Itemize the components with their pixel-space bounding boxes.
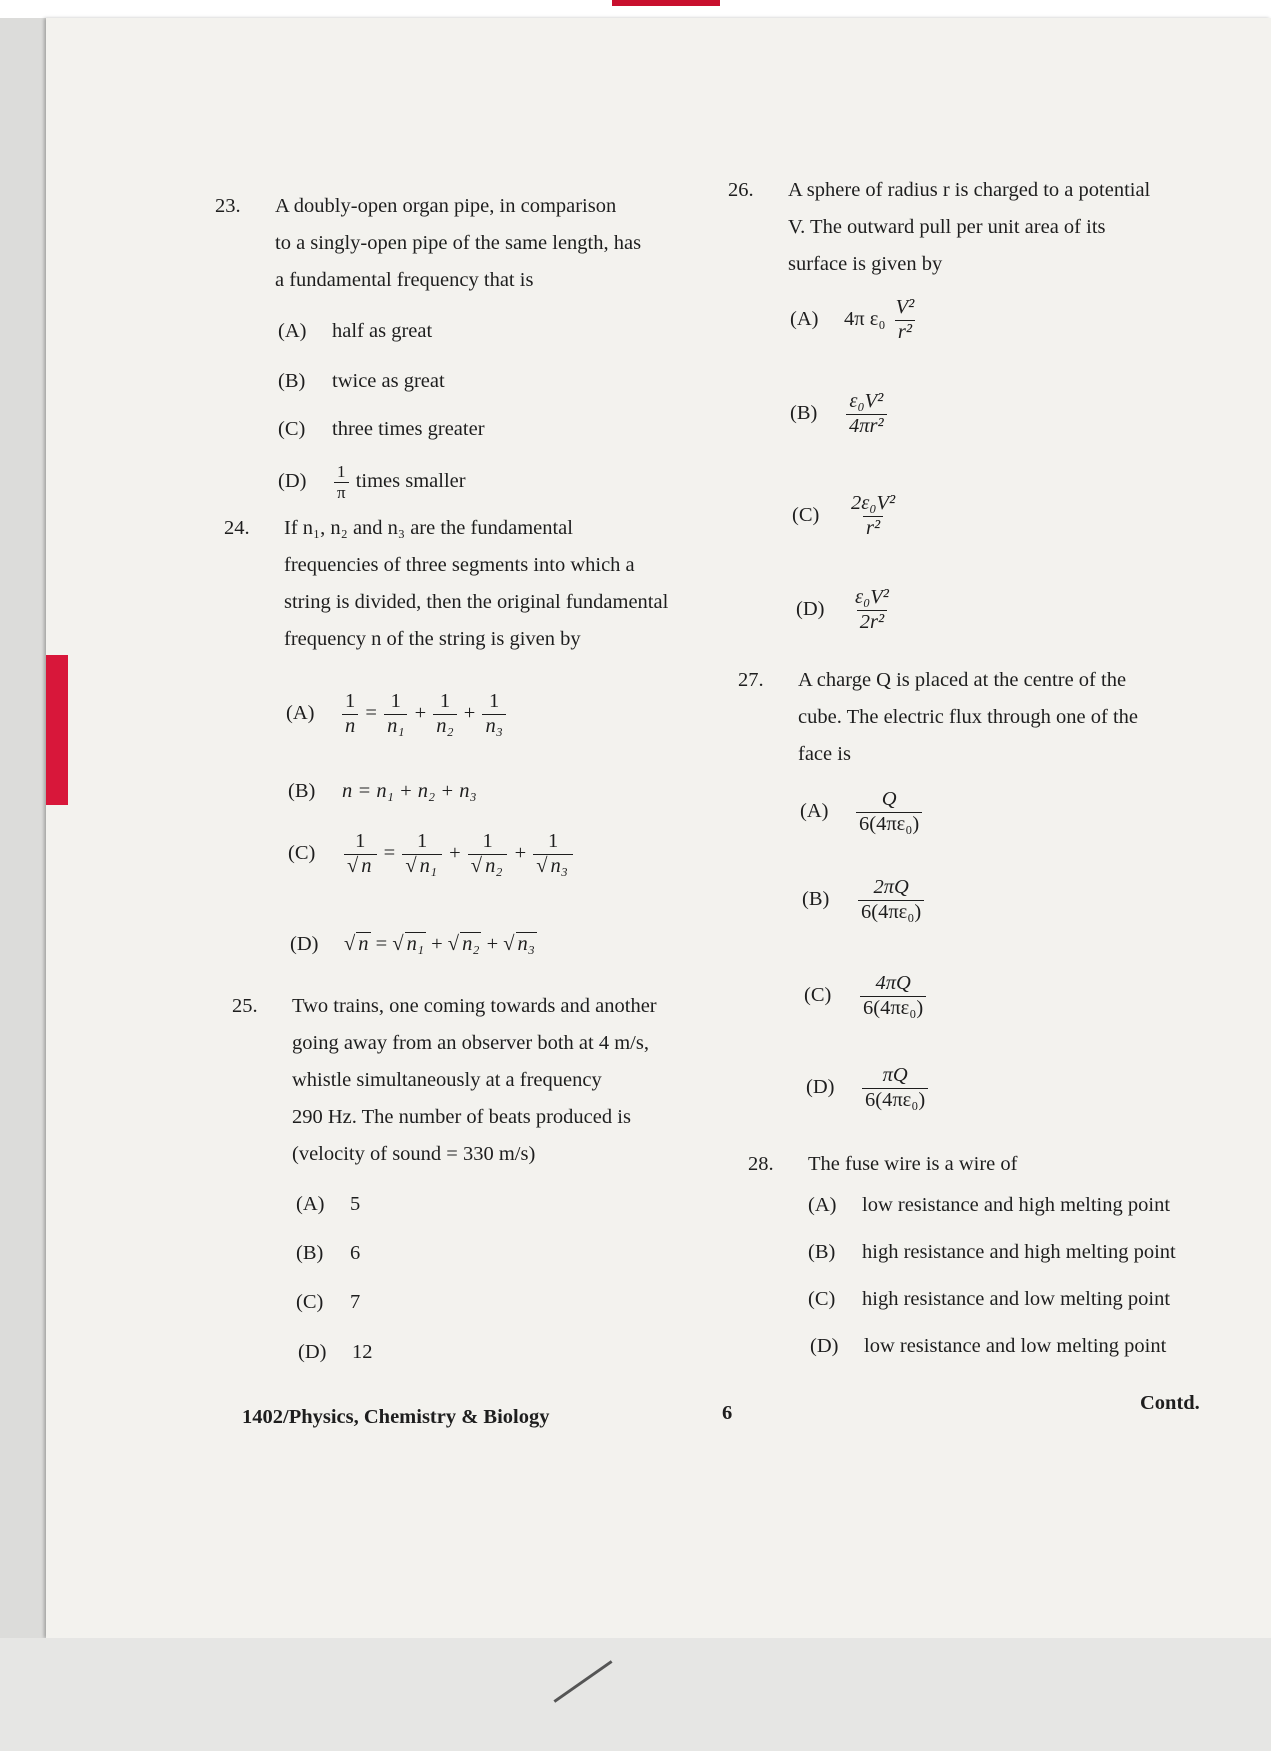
option-label: (A) xyxy=(800,799,829,822)
fraction: $\frac{Q}{\text{6(4πε₀)}}$ xyxy=(856,788,922,836)
option-label: (A) xyxy=(278,320,307,342)
option-label: (C) xyxy=(808,1288,836,1310)
option-label: (D) xyxy=(796,597,825,620)
q27-option-b[interactable] xyxy=(802,876,926,924)
option-label: (B) xyxy=(802,887,830,910)
option-label: (A) xyxy=(790,307,819,330)
question-text: A sphere of radius r is charged to a potential V. The outward pull per unit area of its surface is given by xyxy=(788,179,1151,275)
option-text: high resistance and high melting point xyxy=(862,1241,1176,1263)
option-text: 7 xyxy=(350,1291,361,1313)
q24-option-d[interactable]: (D) √ n = √ n₁ + √ n₂ + √ n₃ xyxy=(290,933,535,955)
q24-option-c[interactable]: (C) $\frac{1}{√ n}$ = $\frac{1}{\text{√ n₁}}$ + $\frac{1}{\text{√ n₂}}$ + $\frac{1}{\text{√ n₃}}$ xyxy=(288,830,575,878)
page-number: 6 xyxy=(722,1402,733,1424)
question-text: A doubly-open organ pipe, in comparison to a singly-open pipe of the same length, has a fundamental frequency that is xyxy=(275,195,642,291)
q24-option-b[interactable] xyxy=(288,780,477,803)
fraction: $\frac{\text{ε₀V²}}{\text{2r²}}$ xyxy=(855,586,889,633)
footer-subject: 1402/Physics, Chemistry & Biology xyxy=(242,1406,550,1428)
option-text: n = n₁ + n₂ + n₃ xyxy=(342,780,477,802)
fraction: $\frac{1}{n}$ xyxy=(342,690,358,738)
option-label: (C) xyxy=(288,841,316,864)
q25-option-a[interactable] xyxy=(296,1193,360,1216)
fraction: $\frac{\pi Q}{\text{6(4πε₀)}}$ xyxy=(862,1064,928,1112)
question-text: The fuse wire is a wire of xyxy=(808,1153,1018,1175)
option-label: (D) xyxy=(290,933,319,955)
fraction: $\frac{2\pi Q}{\text{6(4πε₀)}}$ xyxy=(858,876,924,924)
q26-option-a[interactable]: (A) 4π ε₀ $\frac{\text{V²}}{\text{r²}}$ xyxy=(790,296,919,344)
option-text: times smaller xyxy=(355,469,466,492)
q23-option-b[interactable] xyxy=(278,370,445,393)
option-label: (C) xyxy=(278,418,306,440)
q25-option-b[interactable] xyxy=(296,1242,360,1265)
q28-option-b[interactable] xyxy=(808,1241,1176,1264)
fraction: $\frac{\text{2ε₀V²}}{\text{r²}}$ xyxy=(851,492,896,539)
fraction: $\frac{1}{\text{√ n₁}}$ xyxy=(402,830,442,878)
option-text: half as great xyxy=(332,320,433,342)
question-number: 25. xyxy=(232,995,258,1017)
option-text: low resistance and low melting point xyxy=(864,1335,1167,1357)
option-label: (A) xyxy=(286,701,315,724)
option-text: three times greater xyxy=(332,418,485,440)
option-label: (C) xyxy=(804,983,832,1006)
option-text: 6 xyxy=(350,1242,361,1264)
question-text: Two trains, one coming towards and another going away from an observer both at 4 m/s, whistle simultaneously at a frequency 290 Hz. The number of beats produced is (velocity of sound = 330 m/s) xyxy=(292,995,657,1165)
option-label: (D) xyxy=(278,469,307,492)
option-label: (C) xyxy=(296,1291,324,1313)
q26-option-d[interactable] xyxy=(796,586,894,634)
q26-option-c[interactable] xyxy=(792,492,900,540)
q28-option-c[interactable] xyxy=(808,1288,1170,1311)
q25-option-d[interactable] xyxy=(298,1341,373,1364)
fraction: $\frac{\text{V²}}{\text{r²}}$ xyxy=(895,296,915,343)
option-label: (D) xyxy=(298,1341,327,1363)
q23-option-a[interactable] xyxy=(278,320,432,343)
option-label: (D) xyxy=(810,1335,839,1357)
q23-option-c[interactable] xyxy=(278,418,485,441)
option-label: (A) xyxy=(296,1193,325,1215)
option-label: (B) xyxy=(808,1241,836,1263)
scan-background xyxy=(0,1638,1271,1751)
option-text: twice as great xyxy=(332,370,445,392)
fraction: $\frac{1}{\pi}$ xyxy=(334,462,349,502)
fraction: $\frac{\text{ε₀V²}}{\text{4πr²}}$ xyxy=(846,390,887,438)
question-number: 27. xyxy=(738,669,764,691)
q27-option-d[interactable] xyxy=(806,1064,930,1112)
footer-contd: Contd. xyxy=(1140,1392,1200,1414)
option-text: 12 xyxy=(352,1341,373,1363)
q28-option-a[interactable] xyxy=(808,1194,1170,1217)
option-label: (B) xyxy=(296,1242,324,1264)
q25-option-c[interactable] xyxy=(296,1291,360,1314)
option-label: (C) xyxy=(792,503,820,526)
fraction: $\frac{1}{\text{n₂}}$ xyxy=(433,690,456,738)
option-label: (B) xyxy=(790,401,818,424)
question-text: If n₁, n₂ and n₃ are the fundamental frequencies of three segments into which a string is divided, then the original fundamental frequency n of the string is given by xyxy=(284,517,669,650)
fraction: $\frac{1}{\text{√ n₃}}$ xyxy=(533,830,573,878)
option-text: low resistance and high melting point xyxy=(862,1194,1171,1216)
question-text: A charge Q is placed at the centre of the cube. The electric flux through one of the face is xyxy=(798,669,1139,765)
q24-option-a[interactable]: (A) $\frac{1}{n}$ = $\frac{1}{\text{n₁}}$ + $\frac{1}{\text{n₂}}$ + $\frac{1}{\text{n₃}}$ xyxy=(286,690,508,738)
option-label: (A) xyxy=(808,1194,837,1216)
q26-option-b[interactable] xyxy=(790,390,889,438)
question-number: 28. xyxy=(748,1153,774,1175)
q27-option-a[interactable] xyxy=(800,788,924,836)
question-number: 23. xyxy=(215,195,241,217)
q27-option-c[interactable] xyxy=(804,972,928,1020)
question-number: 24. xyxy=(224,517,250,539)
fraction: $\frac{1}{√ n}$ xyxy=(344,830,377,878)
option-text: 5 xyxy=(350,1193,361,1215)
fraction: $\frac{1}{\text{n₃}}$ xyxy=(482,690,505,738)
question-number: 26. xyxy=(728,179,754,201)
option-label: (B) xyxy=(278,370,306,392)
option-label: (B) xyxy=(288,780,316,802)
option-text: high resistance and low melting point xyxy=(862,1288,1171,1310)
q28-option-d[interactable] xyxy=(810,1335,1166,1358)
red-margin-mark xyxy=(46,655,68,805)
fraction: $\frac{4\pi Q}{\text{6(4πε₀)}}$ xyxy=(860,972,926,1020)
q23-option-d[interactable] xyxy=(278,462,466,502)
red-tab-mark xyxy=(612,0,720,6)
fraction: $\frac{1}{\text{√ n₂}}$ xyxy=(468,830,508,878)
fraction: $\frac{1}{\text{n₁}}$ xyxy=(384,690,407,738)
option-label: (D) xyxy=(806,1075,835,1098)
